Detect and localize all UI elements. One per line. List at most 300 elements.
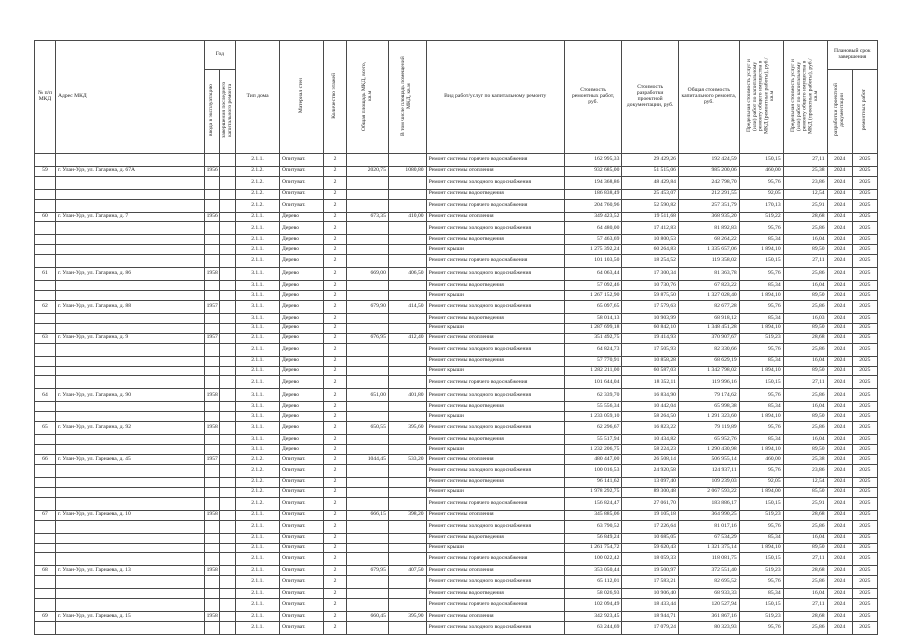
cell-total-cost: 1 290 430,98	[678, 445, 739, 455]
cell-design-cost: 18 352,11	[622, 376, 679, 389]
cell-deadline-design: 2024	[827, 464, 852, 477]
cell-floors: 2	[323, 553, 346, 566]
table-row	[35, 477, 878, 487]
cell-address	[55, 189, 204, 199]
cell-repair-cost: 58 026,93	[564, 589, 622, 599]
cell-mkd-number	[35, 402, 56, 412]
cell-design-cost: 10 858,28	[622, 356, 679, 366]
cell-design-cost: 16 823,22	[622, 422, 679, 435]
cell-floors: 2	[323, 543, 346, 553]
col-design-cost-header: Стоимость разработки проектной документации, руб.	[622, 41, 679, 154]
table-row	[35, 268, 878, 281]
cell-total-cost: 68 933,33	[678, 589, 739, 599]
cell-design-cost: 10 906,40	[622, 589, 679, 599]
cell-deadline-design: 2024	[827, 543, 852, 553]
cell-repair-cost: 480 447,00	[564, 455, 622, 465]
cell-year-overhaul	[220, 497, 236, 510]
cell-mkd-number	[35, 487, 56, 497]
cell-address	[55, 445, 204, 455]
cell-house-type: 2.1.1.	[236, 333, 280, 343]
cell-house-type: 3.1.1.	[236, 435, 280, 445]
cell-design-cost: 17 226,64	[622, 520, 679, 533]
cell-mkd-number	[35, 445, 56, 455]
cell-limit-works: 460,00	[739, 166, 783, 176]
cell-address	[55, 576, 204, 589]
cell-house-type: 2.1.1.	[236, 153, 280, 166]
cell-design-cost: 29 429,26	[622, 153, 679, 166]
cell-house-type: 2.1.2.	[236, 166, 280, 176]
cell-work-type: Ремонт системы холодного водоснабжения	[426, 268, 564, 281]
cell-house-type: 2.1.1.	[236, 589, 280, 599]
cell-living-area	[388, 356, 426, 366]
cell-deadline-repair: 2025	[852, 255, 877, 268]
cell-work-type: Ремонт системы отопления	[426, 166, 564, 176]
cell-total-cost: 82 695,52	[678, 576, 739, 589]
cell-limit-works: 460,00	[739, 455, 783, 465]
cell-deadline-repair: 2025	[852, 412, 877, 422]
cell-mkd-number	[35, 622, 56, 635]
table-row	[35, 356, 878, 366]
cell-deadline-design: 2024	[827, 477, 852, 487]
cell-wall-material: Дерево	[280, 212, 324, 222]
cell-work-type: Ремонт системы холодного водоснабжения	[426, 464, 564, 477]
table-row	[35, 212, 878, 222]
cell-deadline-repair: 2025	[852, 622, 877, 635]
cell-work-type: Ремонт системы горячего водоснабжения	[426, 553, 564, 566]
cell-repair-cost: 100 016,53	[564, 464, 622, 477]
cell-limit-design: 25,38	[783, 166, 827, 176]
cell-deadline-repair: 2025	[852, 533, 877, 543]
cell-limit-works: 519,23	[739, 612, 783, 622]
cell-work-type: Ремонт системы водоотведения	[426, 314, 564, 324]
table-row	[35, 176, 878, 189]
cell-total-area	[347, 153, 389, 166]
cell-living-area: 410,00	[388, 212, 426, 222]
cell-living-area	[388, 520, 426, 533]
cell-total-area	[347, 366, 389, 376]
cell-year-commission	[204, 291, 220, 301]
cell-year-overhaul	[220, 445, 236, 455]
cell-address	[55, 520, 204, 533]
cell-total-cost: 372 551,40	[678, 566, 739, 576]
col-address-header: Адрес МКД	[55, 41, 204, 154]
cell-year-overhaul	[220, 599, 236, 612]
cell-work-type: Ремонт системы горячего водоснабжения	[426, 599, 564, 612]
cell-year-overhaul	[220, 510, 236, 520]
cell-year-overhaul	[220, 281, 236, 291]
cell-house-type: 3.1.1.	[236, 268, 280, 281]
cell-total-area	[347, 445, 389, 455]
cell-year-commission	[204, 589, 220, 599]
cell-floors: 2	[323, 487, 346, 497]
cell-mkd-number	[35, 291, 56, 301]
cell-year-commission	[204, 402, 220, 412]
cell-wall-material: Опитуват.	[280, 533, 324, 543]
cell-mkd-number	[35, 153, 56, 166]
cell-house-type: 2.1.1.	[236, 510, 280, 520]
cell-mkd-number: 59	[35, 166, 56, 176]
cell-deadline-repair: 2025	[852, 520, 877, 533]
cell-total-area	[347, 435, 389, 445]
cell-year-overhaul	[220, 245, 236, 255]
cell-address	[55, 199, 204, 212]
cell-year-commission	[204, 222, 220, 235]
cell-house-type: 2.1.1.	[236, 533, 280, 543]
cell-address	[55, 533, 204, 543]
cell-floors: 2	[323, 520, 346, 533]
cell-repair-cost: 55 556,34	[564, 402, 622, 412]
cell-year-commission: 1958	[204, 612, 220, 622]
cell-year-overhaul	[220, 255, 236, 268]
cell-living-area	[388, 291, 426, 301]
cell-living-area: 398,20	[388, 510, 426, 520]
cell-limit-design: 16,04	[783, 281, 827, 291]
cell-work-type: Ремонт крыши	[426, 445, 564, 455]
cell-limit-design: 16,04	[783, 435, 827, 445]
cell-year-commission	[204, 543, 220, 553]
cell-design-cost: 17 505,93	[622, 343, 679, 356]
cell-deadline-design: 2024	[827, 435, 852, 445]
cell-house-type: 2.1.2.	[236, 455, 280, 465]
cell-year-commission	[204, 520, 220, 533]
cell-address: г. Улан-Удэ, ул. Гагарина, д. 88	[55, 301, 204, 314]
cell-deadline-design: 2024	[827, 222, 852, 235]
cell-wall-material: Дерево	[280, 235, 324, 245]
cell-year-commission: 1957	[204, 301, 220, 314]
cell-total-area	[347, 402, 389, 412]
cell-year-commission	[204, 376, 220, 389]
table-row	[35, 366, 878, 376]
cell-mkd-number	[35, 255, 56, 268]
table-row	[35, 622, 878, 635]
cell-year-overhaul	[220, 333, 236, 343]
cell-total-cost: 368 935,20	[678, 212, 739, 222]
cell-deadline-repair: 2025	[852, 612, 877, 622]
cell-address	[55, 376, 204, 389]
cell-house-type: 3.1.1.	[236, 389, 280, 402]
cell-design-cost: 60 587,03	[622, 366, 679, 376]
cell-deadline-repair: 2025	[852, 566, 877, 576]
cell-deadline-design: 2024	[827, 497, 852, 510]
table-row	[35, 245, 878, 255]
cell-limit-design: 25,86	[783, 268, 827, 281]
cell-deadline-design: 2024	[827, 291, 852, 301]
cell-floors: 2	[323, 291, 346, 301]
cell-mkd-number	[35, 199, 56, 212]
cell-living-area: 406,50	[388, 268, 426, 281]
cell-deadline-repair: 2025	[852, 314, 877, 324]
cell-total-area	[347, 343, 389, 356]
cell-work-type: Ремонт системы горячего водоснабжения	[426, 376, 564, 389]
cell-living-area: 414,50	[388, 301, 426, 314]
cell-floors: 2	[323, 612, 346, 622]
cell-deadline-design: 2024	[827, 301, 852, 314]
cell-house-type: 2.1.1.	[236, 553, 280, 566]
cell-work-type: Ремонт системы холодного водоснабжения	[426, 422, 564, 435]
cell-year-commission	[204, 235, 220, 245]
cell-total-cost: 1 291 323,60	[678, 412, 739, 422]
cell-deadline-design: 2024	[827, 576, 852, 589]
cell-repair-cost: 204 760,96	[564, 199, 622, 212]
cell-total-area	[347, 543, 389, 553]
cell-work-type: Ремонт системы горячего водоснабжения	[426, 153, 564, 166]
table-row	[35, 333, 878, 343]
cell-mkd-number	[35, 533, 56, 543]
cell-repair-cost: 353 050,44	[564, 566, 622, 576]
cell-repair-cost: 101 103,50	[564, 255, 622, 268]
cell-work-type: Ремонт системы холодного водоснабжения	[426, 622, 564, 635]
cell-year-commission	[204, 245, 220, 255]
cell-deadline-repair: 2025	[852, 455, 877, 465]
cell-total-cost: 67 823,22	[678, 281, 739, 291]
cell-deadline-repair: 2025	[852, 343, 877, 356]
cell-total-area	[347, 487, 389, 497]
cell-year-overhaul	[220, 199, 236, 212]
table-row	[35, 255, 878, 268]
cell-limit-design: 27,11	[783, 153, 827, 166]
cell-total-cost: 124 937,11	[678, 464, 739, 477]
cell-wall-material: Дерево	[280, 356, 324, 366]
col-total-cost-header: Общая стоимость капитального ремонта, руб.	[678, 41, 739, 154]
cell-repair-cost: 1 287 699,18	[564, 323, 622, 333]
table-row	[35, 497, 878, 510]
cell-living-area	[388, 464, 426, 477]
cell-design-cost: 59 875,50	[622, 291, 679, 301]
cell-living-area: 395,60	[388, 422, 426, 435]
cell-deadline-design: 2024	[827, 176, 852, 189]
cell-floors: 2	[323, 176, 346, 189]
cell-deadline-design: 2024	[827, 566, 852, 576]
cell-mkd-number	[35, 520, 56, 533]
cell-deadline-repair: 2025	[852, 445, 877, 455]
cell-living-area	[388, 576, 426, 589]
cell-deadline-repair: 2025	[852, 435, 877, 445]
cell-work-type: Ремонт крыши	[426, 543, 564, 553]
cell-year-commission	[204, 464, 220, 477]
col-living-area-header: В том числе площадь помещений МКД, кв.м	[388, 41, 426, 154]
cell-mkd-number	[35, 323, 56, 333]
cell-deadline-repair: 2025	[852, 235, 877, 245]
cell-deadline-design: 2024	[827, 376, 852, 389]
cell-limit-works: 95,76	[739, 464, 783, 477]
cell-total-cost: 257 351,79	[678, 199, 739, 212]
cell-house-type: 2.1.2.	[236, 477, 280, 487]
cell-year-overhaul	[220, 235, 236, 245]
cell-repair-cost: 342 923,45	[564, 612, 622, 622]
cell-limit-design: 28,68	[783, 510, 827, 520]
cell-deadline-repair: 2025	[852, 212, 877, 222]
cell-floors: 2	[323, 189, 346, 199]
cell-total-area	[347, 189, 389, 199]
cell-deadline-design: 2024	[827, 189, 852, 199]
cell-repair-cost: 101 644,04	[564, 376, 622, 389]
col-limit-design-header: Предельная стоимость услуг и (или) работ по капитальному ремонту общего имущества в МКД (проектные работы), руб./кв.м	[783, 41, 827, 154]
cell-limit-works: 1 894,10	[739, 245, 783, 255]
cell-design-cost: 18 254,52	[622, 255, 679, 268]
cell-year-commission	[204, 576, 220, 589]
cell-limit-design: 89,50	[783, 245, 827, 255]
cell-wall-material: Дерево	[280, 402, 324, 412]
cell-deadline-design: 2024	[827, 622, 852, 635]
cell-total-cost: 2 067 593,22	[678, 487, 739, 497]
cell-repair-cost: 1 282 211,00	[564, 366, 622, 376]
cell-floors: 2	[323, 245, 346, 255]
cell-year-overhaul	[220, 212, 236, 222]
cell-living-area	[388, 222, 426, 235]
cell-living-area	[388, 314, 426, 324]
cell-work-type: Ремонт системы водоотведения	[426, 189, 564, 199]
cell-mkd-number	[35, 281, 56, 291]
cell-total-area	[347, 589, 389, 599]
cell-wall-material: Дерево	[280, 445, 324, 455]
cell-total-cost: 1 335 657,06	[678, 245, 739, 255]
cell-repair-cost: 1 978 292,75	[564, 487, 622, 497]
col-deadline-group-header: Плановый срок завершения	[827, 41, 877, 70]
cell-limit-design: 16,03	[783, 314, 827, 324]
cell-design-cost: 18 059,33	[622, 553, 679, 566]
cell-total-cost: 109 239,03	[678, 477, 739, 487]
cell-deadline-design: 2024	[827, 199, 852, 212]
cell-living-area	[388, 533, 426, 543]
table-row	[35, 510, 878, 520]
cell-year-overhaul	[220, 612, 236, 622]
cell-wall-material: Опитуват.	[280, 612, 324, 622]
cell-year-overhaul	[220, 464, 236, 477]
cell-total-area: 660,45	[347, 612, 389, 622]
cell-floors: 2	[323, 445, 346, 455]
cell-address	[55, 323, 204, 333]
cell-mkd-number	[35, 576, 56, 589]
table-row	[35, 566, 878, 576]
table-body	[35, 153, 878, 634]
cell-year-overhaul	[220, 487, 236, 497]
table-row	[35, 222, 878, 235]
cell-work-type: Ремонт системы водоотведения	[426, 356, 564, 366]
cell-repair-cost: 62 296,67	[564, 422, 622, 435]
cell-mkd-number	[35, 222, 56, 235]
cell-work-type: Ремонт системы водоотведения	[426, 281, 564, 291]
cell-deadline-repair: 2025	[852, 222, 877, 235]
cell-total-cost: 82 330,66	[678, 343, 739, 356]
cell-deadline-repair: 2025	[852, 510, 877, 520]
cell-floors: 2	[323, 533, 346, 543]
cell-limit-design: 25,91	[783, 199, 827, 212]
cell-limit-design: 28,68	[783, 212, 827, 222]
cell-house-type: 2.1.2.	[236, 199, 280, 212]
cell-design-cost: 19 414,93	[622, 333, 679, 343]
cell-year-commission	[204, 412, 220, 422]
cell-total-area	[347, 199, 389, 212]
cell-total-cost: 1 321 375,14	[678, 543, 739, 553]
cell-limit-works: 1 894,10	[739, 543, 783, 553]
cell-mkd-number	[35, 356, 56, 366]
cell-limit-works: 85,34	[739, 589, 783, 599]
cell-wall-material: Дерево	[280, 366, 324, 376]
cell-limit-works: 95,76	[739, 622, 783, 635]
cell-mkd-number	[35, 366, 56, 376]
cell-repair-cost: 194 368,86	[564, 176, 622, 189]
cell-wall-material: Дерево	[280, 291, 324, 301]
cell-repair-cost: 1 267 152,90	[564, 291, 622, 301]
cell-year-commission	[204, 497, 220, 510]
cell-limit-design: 89,50	[783, 445, 827, 455]
cell-floors: 2	[323, 622, 346, 635]
cell-design-cost: 18 944,71	[622, 612, 679, 622]
cell-year-overhaul	[220, 455, 236, 465]
table-row	[35, 412, 878, 422]
cell-floors: 2	[323, 366, 346, 376]
cell-house-type: 2.1.1.	[236, 222, 280, 235]
cell-limit-works: 1 894,00	[739, 487, 783, 497]
table-row	[35, 576, 878, 589]
cell-deadline-design: 2024	[827, 612, 852, 622]
cell-repair-cost: 96 141,62	[564, 477, 622, 487]
cell-limit-works: 85,34	[739, 281, 783, 291]
cell-repair-cost: 65 097,65	[564, 301, 622, 314]
cell-limit-design: 23,86	[783, 176, 827, 189]
cell-year-commission	[204, 314, 220, 324]
cell-year-commission	[204, 343, 220, 356]
cell-mkd-number	[35, 176, 56, 189]
cell-house-type: 2.1.2.	[236, 464, 280, 477]
cell-mkd-number	[35, 543, 56, 553]
cell-total-cost: 1 348 451,28	[678, 323, 739, 333]
cell-living-area	[388, 553, 426, 566]
col-year-overhaul-header: завершения последнего капитального ремонта	[220, 70, 236, 154]
cell-living-area	[388, 189, 426, 199]
cell-limit-works: 85,34	[739, 435, 783, 445]
cell-deadline-design: 2024	[827, 255, 852, 268]
cell-deadline-repair: 2025	[852, 487, 877, 497]
cell-house-type: 2.1.1.	[236, 376, 280, 389]
cell-repair-cost: 64 480,00	[564, 222, 622, 235]
cell-floors: 2	[323, 464, 346, 477]
cell-living-area	[388, 487, 426, 497]
cell-total-cost: 79 174,62	[678, 389, 739, 402]
cell-living-area	[388, 255, 426, 268]
cell-design-cost: 17 583,21	[622, 576, 679, 589]
cell-address	[55, 153, 204, 166]
cell-limit-works: 95,76	[739, 520, 783, 533]
cell-address: г. Улан-Удэ, ул. Гагарина, д. 9	[55, 333, 204, 343]
cell-address	[55, 553, 204, 566]
cell-deadline-repair: 2025	[852, 323, 877, 333]
cell-limit-design: 89,50	[783, 291, 827, 301]
cell-limit-design: 89,50	[783, 543, 827, 553]
cell-house-type: 3.1.1.	[236, 291, 280, 301]
cell-year-commission: 1957	[204, 455, 220, 465]
cell-work-type: Ремонт системы водоотведения	[426, 235, 564, 245]
cell-year-overhaul	[220, 402, 236, 412]
cell-year-overhaul	[220, 589, 236, 599]
cell-year-commission	[204, 553, 220, 566]
cell-limit-design: 28,68	[783, 612, 827, 622]
cell-mkd-number: 60	[35, 212, 56, 222]
cell-address	[55, 435, 204, 445]
cell-limit-design: 16,04	[783, 533, 827, 543]
col-repair-cost-header: Стоимость ремонтных работ, руб.	[564, 41, 622, 154]
cell-wall-material: Дерево	[280, 435, 324, 445]
cell-mkd-number	[35, 553, 56, 566]
cell-deadline-design: 2024	[827, 153, 852, 166]
cell-floors: 2	[323, 510, 346, 520]
col-year-group-header: Год	[204, 41, 235, 70]
cell-work-type: Ремонт системы холодного водоснабжения	[426, 343, 564, 356]
cell-deadline-design: 2024	[827, 323, 852, 333]
cell-address: г. Улан-Удэ, ул. Гагарина, д. 86	[55, 268, 204, 281]
cell-floors: 2	[323, 422, 346, 435]
cell-year-commission	[204, 255, 220, 268]
